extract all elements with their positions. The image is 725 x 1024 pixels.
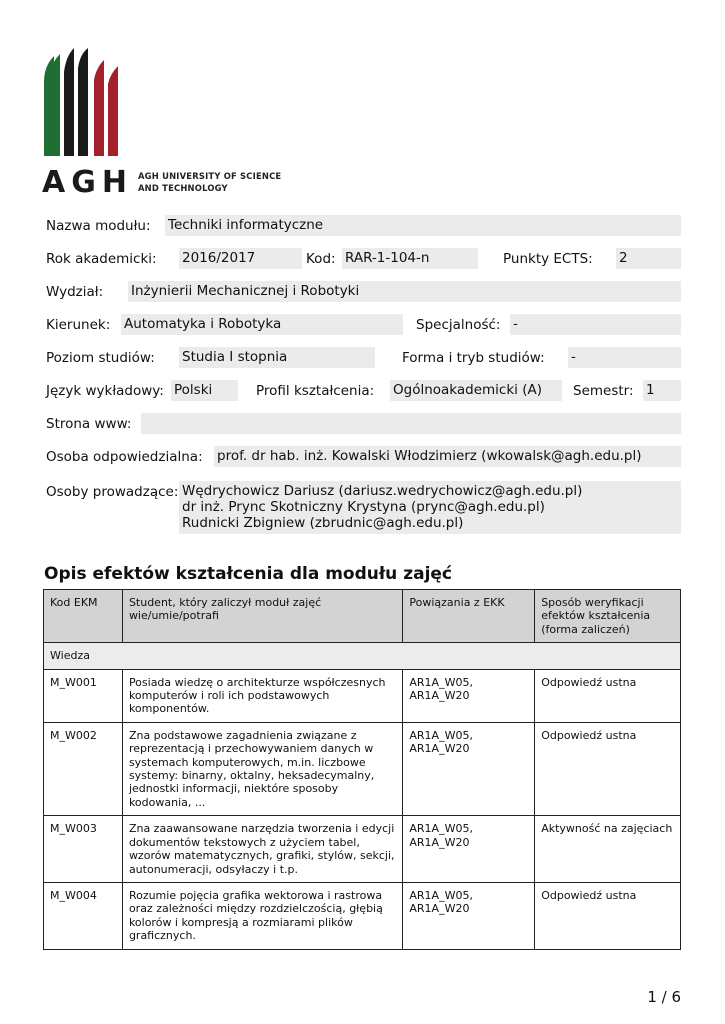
table-row	[44, 669, 681, 722]
header-verification: Sposób weryfikacji efektów kształcenia (forma zaliczeń)	[535, 590, 681, 643]
academic-year-value: 2016/2017	[179, 248, 302, 269]
profile-label: Profil kształcenia:	[256, 383, 375, 399]
row-description: Zna podstawowe zagadnienia związane z reprezentacją i przechowywaniem danych w systemach komputerowych, m.in. liczbowe systemy: binarny, oktalny, heksadecymalny, jednostki informacji, niektóre sposoby kodowania, ...	[122, 722, 402, 815]
lecturers-value	[179, 481, 681, 534]
level-label: Poziom studiów:	[46, 350, 155, 366]
row-verification: Odpowiedź ustna	[535, 722, 681, 815]
row-description: Rozumie pojęcia grafika wektorowa i rastrowa oraz zależności między rozdzielczością, głębią kolorów i kompresją a rozmiarami plików graficznych.	[122, 882, 402, 949]
faculty-label: Wydział:	[46, 284, 104, 300]
row-verification: Odpowiedź ustna	[535, 882, 681, 949]
ects-label: Punkty ECTS:	[503, 251, 593, 267]
semester-label: Semestr:	[573, 383, 634, 399]
field-of-study-label: Kierunek:	[46, 317, 111, 333]
website-value	[141, 413, 681, 434]
lecturer-1: Wędrychowicz Dariusz (dariusz.wedrychowicz@agh.edu.pl)	[182, 483, 583, 499]
module-name-value: Techniki informatyczne	[165, 215, 681, 236]
header-code: Kod EKM	[44, 590, 123, 643]
row-ekk: AR1A_W05, AR1A_W20	[403, 882, 535, 949]
row-code: M_W002	[44, 722, 123, 815]
academic-year-label: Rok akademicki:	[46, 251, 157, 267]
specialty-label: Specjalność:	[416, 317, 501, 333]
row-code: M_W003	[44, 816, 123, 883]
ects-value: 2	[616, 248, 681, 269]
level-value: Studia I stopnia	[179, 347, 375, 368]
table-row	[44, 882, 681, 949]
language-label: Język wykładowy:	[46, 383, 164, 399]
code-label: Kod:	[306, 251, 336, 267]
code-value: RAR-1-104-n	[342, 248, 478, 269]
logo-university-name: AGH UNIVERSITY OF SCIENCE AND TECHNOLOGY	[138, 171, 282, 193]
study-mode-label: Forma i tryb studiów:	[402, 350, 545, 366]
lecturer-3: Rudnicki Zbigniew (zbrudnic@agh.edu.pl)	[182, 515, 464, 531]
row-code: M_W001	[44, 669, 123, 722]
lecturers-label: Osoby prowadzące:	[46, 484, 179, 500]
specialty-value: -	[510, 314, 681, 335]
website-label: Strona www:	[46, 416, 132, 432]
faculty-value: Inżynierii Mechanicznej i Robotyki	[128, 281, 681, 302]
row-verification: Aktywność na zajęciach	[535, 816, 681, 883]
logo-red-stroke	[94, 60, 104, 156]
table-header-row	[44, 590, 681, 643]
field-of-study-value: Automatyka i Robotyka	[121, 314, 403, 335]
table-row	[44, 722, 681, 815]
row-code: M_W004	[44, 882, 123, 949]
responsible-person-label: Osoba odpowiedzialna:	[46, 449, 203, 465]
row-verification: Odpowiedź ustna	[535, 669, 681, 722]
row-ekk: AR1A_W05, AR1A_W20	[403, 669, 535, 722]
table-group-row	[44, 643, 681, 669]
header-description: Student, który zaliczył moduł zajęć wie/umie/potrafi	[122, 590, 402, 643]
language-value: Polski	[171, 380, 238, 401]
header-ekk: Powiązania z EKK	[403, 590, 535, 643]
logo-black-stroke	[64, 48, 74, 156]
module-name-label: Nazwa modułu:	[46, 218, 151, 234]
section-title: Opis efektów kształcenia dla modułu zajęć	[44, 564, 453, 584]
lecturer-2: dr inż. Prync Skotniczny Krystyna (prync@agh.edu.pl)	[182, 499, 545, 515]
row-ekk: AR1A_W05, AR1A_W20	[403, 722, 535, 815]
responsible-person-value: prof. dr hab. inż. Kowalski Włodzimierz (wkowalsk@agh.edu.pl)	[214, 446, 681, 467]
group-label: Wiedza	[44, 643, 681, 669]
logo-letters: AGH	[42, 165, 133, 196]
row-description: Zna zaawansowane narzędzia tworzenia i edycji dokumentów tekstowych z użyciem tabel, wzorów matematycznych, grafiki, stylów, sekcji, autonumeracji, odsyłaczy i t.p.	[122, 816, 402, 883]
row-ekk: AR1A_W05, AR1A_W20	[403, 816, 535, 883]
table-row	[44, 816, 681, 883]
profile-value: Ogólnoakademicki (A)	[390, 380, 562, 401]
study-mode-value: -	[568, 347, 681, 368]
learning-outcomes-table	[43, 589, 681, 950]
semester-value: 1	[643, 380, 681, 401]
page-number: 1 / 6	[647, 988, 681, 1006]
row-description: Posiada wiedzę o architekturze współczesnych komputerów i roli ich podstawowych komponentów.	[122, 669, 402, 722]
